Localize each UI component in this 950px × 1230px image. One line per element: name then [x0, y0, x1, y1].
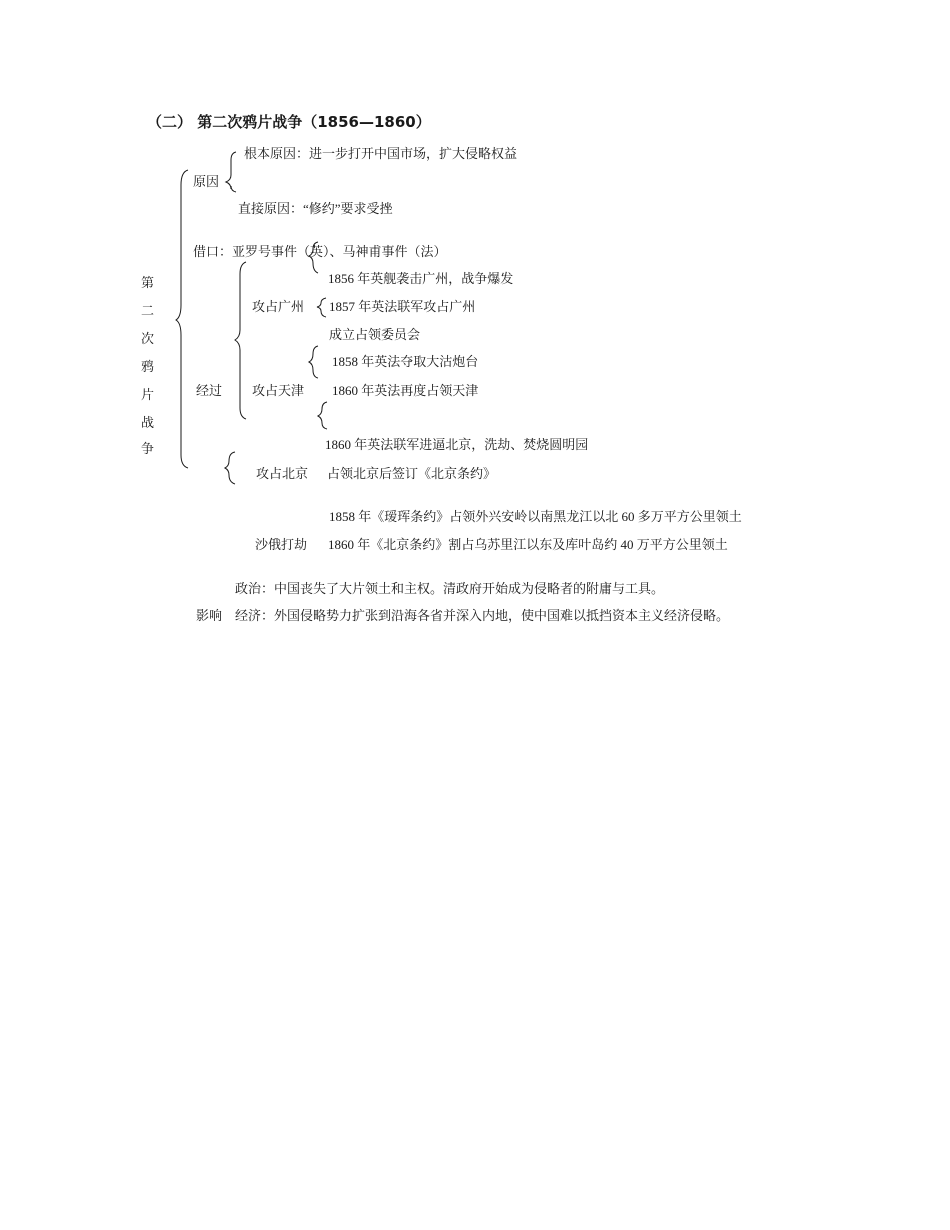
- russia-label: 沙俄打劫: [255, 537, 308, 552]
- tianjin-label: 攻占天津: [252, 383, 305, 398]
- pretext-text: 借口：亚罗号事件（英）、马神甫事件（法）: [193, 244, 447, 259]
- beijing-item: 1860 年英法联军进逼北京，洗劫、焚烧圆明园: [325, 437, 589, 452]
- impact-label: 影响: [196, 608, 223, 623]
- cause-brace: [226, 152, 236, 192]
- beijing-item: 占领北京后签订《北京条约》: [327, 466, 497, 481]
- vertical-char: 片: [141, 387, 155, 402]
- vertical-char: 二: [141, 303, 155, 318]
- guangzhou-brace: [317, 298, 326, 317]
- cause-label: 原因: [193, 174, 220, 189]
- vertical-char: 战: [141, 415, 155, 430]
- impact-economic: 经济：外国侵略势力扩张到沿海各省并深入内地，使中国难以抵挡资本主义经济侵略。: [235, 608, 730, 623]
- process-brace: [235, 262, 246, 419]
- cause-root: 根本原因：进一步打开中国市场，扩大侵略权益: [244, 146, 518, 161]
- vertical-char: 争: [141, 441, 155, 456]
- russia-item: 1860 年《北京条约》割占乌苏里江以东及库叶岛约 40 万平方公里领土: [328, 537, 728, 552]
- main-brace: [176, 170, 188, 468]
- tianjin-item: 1860 年英法再度占领天津: [332, 383, 479, 398]
- cause-direct: 直接原因：“修约”要求受挫: [238, 201, 393, 216]
- guangzhou-item: 1857 年英法联军攻占广州: [329, 299, 476, 314]
- vertical-char: 次: [141, 331, 155, 346]
- guangzhou-label: 攻占广州: [252, 299, 305, 314]
- guangzhou-item: 成立占领委员会: [329, 327, 421, 342]
- russia-item: 1858 年《瑷珲条约》占领外兴安岭以南黑龙江以北 60 多万平方公里领土: [329, 509, 742, 524]
- tianjin-brace-upper: [309, 346, 318, 378]
- guangzhou-item: 1856 年英舰袭击广州，战争爆发: [328, 271, 514, 286]
- impact-political: 政治：中国丧失了大片领土和主权。清政府开始成为侵略者的附庸与工具。: [235, 581, 665, 596]
- page-title: （二） 第二次鸦片战争（1856—1860）: [147, 113, 431, 131]
- vertical-char: 第: [141, 275, 155, 290]
- tianjin-brace-lower: [318, 402, 327, 429]
- tianjin-item: 1858 年英法夺取大沽炮台: [332, 354, 479, 369]
- process-label: 经过: [196, 383, 223, 398]
- beijing-label: 攻占北京: [256, 466, 309, 481]
- vertical-char: 鸦: [141, 359, 155, 374]
- beijing-brace: [225, 452, 235, 484]
